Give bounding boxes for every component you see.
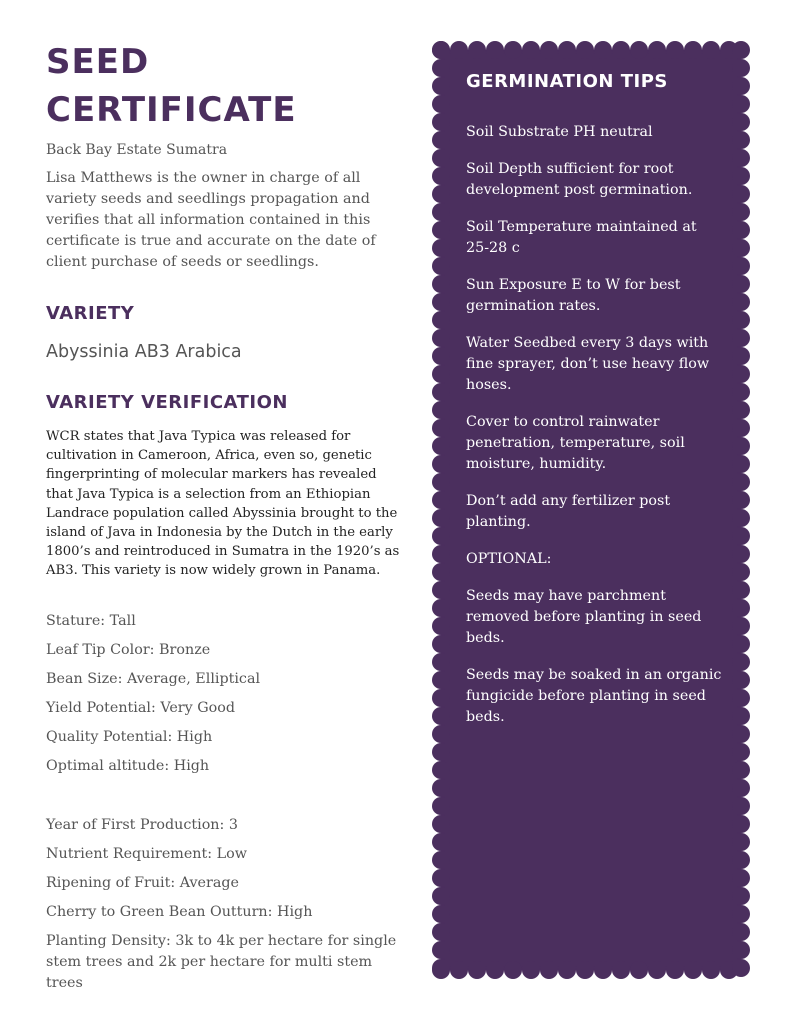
tip-optional-label: OPTIONAL: (466, 551, 552, 567)
attribute-item: Yield Potential: Very Good (46, 699, 236, 716)
attribute-item: Bean Size: Average, Elliptical (46, 670, 261, 687)
verification-text: WCR states that Java Typica was released for cultivation in Cameroon, Africa, even so, genetic fingerprinting of molecular markers has revealed that Java Typica is a selection from an Ethiopian Landrace population called Abyssinia brought to the island of Java in Indonesia by the Dutch in the early 1800’s and reintroduced in Sumatra in the 1920’s as AB3. This variety is now widely grown in Panama. (46, 429, 400, 579)
attribute-list-secondary (46, 811, 406, 994)
attribute-item: Stature: Tall (46, 612, 136, 629)
certificate-main (46, 38, 406, 994)
tip-item: Seeds may be soaked in an organic fungicide before planting in seed beds. (466, 667, 722, 725)
tip-item: Water Seedbed every 3 days with fine sprayer, don’t use heavy flow hoses. (466, 335, 710, 393)
attribute-item: Cherry to Green Bean Outturn: High (46, 903, 313, 920)
attribute-item: Ripening of Fruit: Average (46, 874, 239, 891)
verification-heading: VARIETY VERIFICATION (46, 392, 288, 413)
page-title: SEED CERTIFICATE (46, 42, 297, 130)
tip-item: Soil Substrate PH neutral (466, 124, 653, 140)
estate-name: Back Bay Estate Sumatra (46, 142, 228, 158)
tip-item: Cover to control rainwater penetration, temperature, soil moisture, humidity. (466, 414, 685, 472)
tip-item: Soil Depth sufficient for root development post germination. (466, 161, 693, 198)
variety-heading: VARIETY (46, 303, 135, 324)
attribute-item: Quality Potential: High (46, 728, 213, 745)
variety-name: Abyssinia AB3 Arabica (46, 342, 242, 362)
tip-item: Sun Exposure E to W for best germination rates. (466, 277, 681, 314)
tip-item: Seeds may have parchment removed before planting in seed beds. (466, 588, 702, 646)
tips-heading: GERMINATION TIPS (466, 71, 668, 92)
attribute-item: Nutrient Requirement: Low (46, 845, 247, 862)
tip-item: Soil Temperature maintained at 25-28 c (466, 219, 697, 256)
attribute-item: Optimal altitude: High (46, 757, 210, 774)
intro-paragraph: Lisa Matthews is the owner in charge of all variety seeds and seedlings propagation and verifies that all information contained in this certificate is true and accurate on the date of client purchase of seeds or seedlings. (46, 170, 376, 270)
attribute-item: Leaf Tip Color: Bronze (46, 641, 211, 658)
attribute-item: Year of First Production: 3 (46, 816, 238, 833)
germination-tips-panel (432, 41, 750, 979)
tip-item: Don’t add any fertilizer post planting. (466, 493, 671, 530)
attribute-item: Planting Density: 3k to 4k per hectare for single stem trees and 2k per hectare for multi stem trees (46, 932, 397, 991)
attribute-list (46, 607, 406, 781)
